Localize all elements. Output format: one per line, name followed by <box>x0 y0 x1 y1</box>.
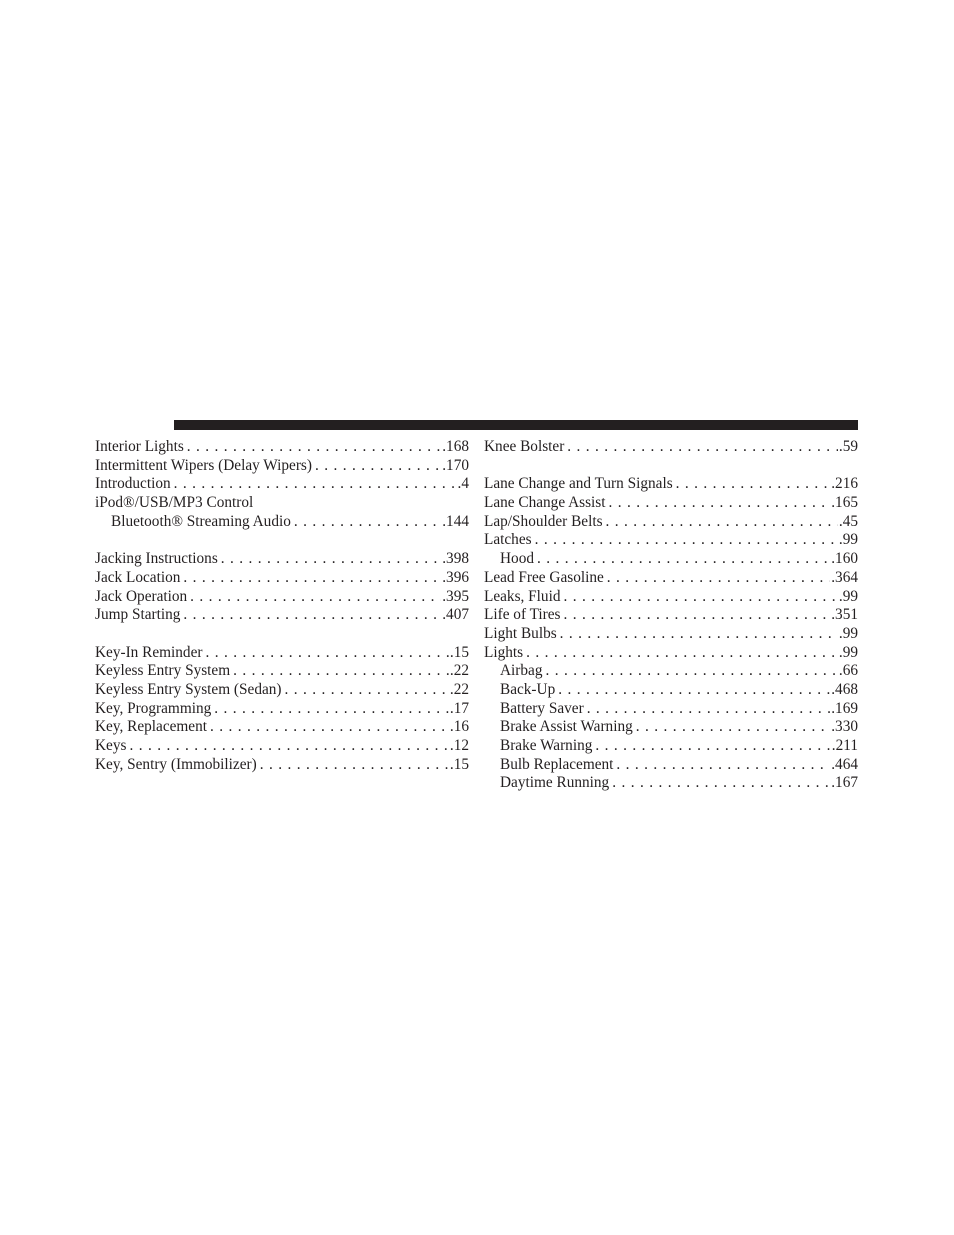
dot-leader <box>535 531 838 550</box>
index-entry <box>484 438 858 457</box>
index-page-number: .395 <box>442 587 469 605</box>
index-page-number: .351 <box>831 606 858 624</box>
dot-leader <box>187 438 441 457</box>
index-term: Keyless Entry System <box>95 662 231 680</box>
index-subentry <box>484 774 858 793</box>
dot-leader <box>285 681 449 700</box>
index-entry <box>95 550 469 569</box>
index-page-number: .396 <box>442 568 469 586</box>
index-page-number: .17 <box>449 699 469 717</box>
index-page-number: .12 <box>449 737 469 754</box>
index-term: Introduction <box>95 475 171 493</box>
index-page-number: .22 <box>449 680 469 698</box>
dot-leader <box>526 644 838 663</box>
index-subentry <box>484 718 858 737</box>
index-subentry <box>95 513 469 532</box>
dot-leader <box>205 644 448 663</box>
index-page-number: .168 <box>442 438 469 455</box>
index-page-number: .59 <box>838 438 858 455</box>
index-entry <box>95 438 469 457</box>
index-term: Key, Programming <box>95 699 212 717</box>
dot-leader <box>260 756 449 775</box>
dot-leader <box>636 718 830 737</box>
index-term: Life of Tires <box>484 606 561 624</box>
index-page-number: .330 <box>831 718 858 736</box>
index-entry <box>95 700 469 719</box>
index-page-number: .22 <box>449 662 469 680</box>
index-page-number: .45 <box>838 512 858 530</box>
index-page-number: .407 <box>442 606 469 624</box>
index-entry <box>484 606 858 625</box>
index-term: Keyless Entry System (Sedan) <box>95 680 282 698</box>
index-term: Bluetooth® Streaming Audio <box>111 512 291 530</box>
index-term: Daytime Running <box>500 774 610 792</box>
index-entry <box>95 756 469 775</box>
index-entry <box>95 457 469 476</box>
index-term: Back-Up <box>500 680 556 698</box>
index-entry <box>95 737 469 756</box>
index-subentry <box>484 681 858 700</box>
index-term: Jack Location <box>95 568 181 586</box>
index-page-number: .468 <box>831 680 858 698</box>
index-term: Lap/Shoulder Belts <box>484 512 603 530</box>
index-column-right <box>484 438 858 793</box>
index-entry <box>95 494 469 513</box>
index-page-number: .16 <box>449 718 469 736</box>
index-term: Battery Saver <box>500 699 584 717</box>
index-entry <box>95 662 469 681</box>
index-column-left <box>95 438 469 774</box>
dot-leader <box>294 513 441 532</box>
dot-leader <box>183 606 441 625</box>
dot-leader <box>616 756 830 775</box>
index-subentry <box>484 700 858 719</box>
index-entry <box>484 531 858 550</box>
index-page-number: .66 <box>838 662 858 680</box>
index-entry <box>95 644 469 663</box>
index-subentry <box>484 756 858 775</box>
dot-leader <box>183 569 441 588</box>
index-term: Lane Change Assist <box>484 494 606 512</box>
index-page-number: .170 <box>442 456 469 474</box>
dot-leader <box>233 662 449 681</box>
dot-leader <box>676 475 831 494</box>
index-page-number: .364 <box>831 568 858 586</box>
dot-leader <box>612 774 830 793</box>
index-term: Knee Bolster <box>484 438 565 455</box>
index-term: Leaks, Fluid <box>484 587 561 605</box>
index-page-number: .160 <box>831 550 858 568</box>
index-term: Key, Sentry (Immobilizer) <box>95 755 257 773</box>
index-page-number: .167 <box>831 774 858 792</box>
index-subentry <box>484 737 858 756</box>
index-term: Hood <box>500 550 534 568</box>
index-term: Interior Lights <box>95 438 184 455</box>
dot-leader <box>210 718 449 737</box>
dot-leader <box>545 662 837 681</box>
dot-leader <box>607 569 830 588</box>
index-page-number: .216 <box>831 475 858 493</box>
dot-leader <box>606 513 838 532</box>
dot-leader <box>609 494 831 513</box>
index-term: Keys <box>95 737 127 754</box>
dot-leader <box>174 475 457 494</box>
index-page-number: .144 <box>442 512 469 530</box>
index-entry <box>95 588 469 607</box>
index-page-number: .211 <box>831 737 858 754</box>
index-term: Latches <box>484 531 532 549</box>
index-entry <box>484 625 858 644</box>
index-page-number: .169 <box>831 699 858 717</box>
index-page-number: .15 <box>449 643 469 661</box>
index-page-number: .99 <box>838 587 858 605</box>
index-spacer <box>95 625 469 644</box>
dot-leader <box>214 700 449 719</box>
index-page-number: .4 <box>457 475 469 493</box>
index-entry <box>95 606 469 625</box>
index-entry <box>484 588 858 607</box>
index-page-number: .99 <box>838 624 858 642</box>
index-subentry <box>484 662 858 681</box>
index-term: Jack Operation <box>95 587 188 605</box>
index-entry <box>95 475 469 494</box>
index-page-number: .99 <box>838 643 858 661</box>
index-term: Bulb Replacement <box>500 755 614 773</box>
index-entry <box>484 494 858 513</box>
index-spacer <box>484 457 858 476</box>
dot-leader <box>563 606 830 625</box>
dot-leader <box>587 700 831 719</box>
index-term: Key, Replacement <box>95 718 207 736</box>
index-entry <box>484 513 858 532</box>
index-page-number: .398 <box>442 550 469 568</box>
index-term: Lead Free Gasoline <box>484 568 604 586</box>
index-page-number: .99 <box>838 531 858 549</box>
index-entry <box>95 569 469 588</box>
dot-leader <box>190 588 441 607</box>
index-entry <box>484 569 858 588</box>
dot-leader <box>563 588 837 607</box>
index-term: Airbag <box>500 662 543 680</box>
index-term: Brake Assist Warning <box>500 718 633 736</box>
index-term: Intermittent Wipers (Delay Wipers) <box>95 456 312 474</box>
index-term: Lights <box>484 643 524 661</box>
index-entry <box>95 681 469 700</box>
index-term: Jacking Instructions <box>95 550 218 568</box>
dot-leader <box>560 625 838 644</box>
index-entry <box>95 718 469 737</box>
index-spacer <box>95 531 469 550</box>
index-page-number: .464 <box>831 755 858 773</box>
index-term: Lane Change and Turn Signals <box>484 475 673 493</box>
index-term: Jump Starting <box>95 606 181 624</box>
index-term: Light Bulbs <box>484 624 557 642</box>
dot-leader <box>129 737 448 756</box>
index-page-number: .15 <box>449 755 469 773</box>
dot-leader <box>595 737 830 756</box>
index-term: iPod®/USB/MP3 Control <box>95 494 254 512</box>
index-term: Key-In Reminder <box>95 643 203 661</box>
header-rule-bar <box>174 420 858 430</box>
dot-leader <box>315 457 441 476</box>
index-entry <box>484 644 858 663</box>
index-page-number: .165 <box>831 494 858 512</box>
dot-leader <box>567 438 838 457</box>
index-subentry <box>484 550 858 569</box>
index-term: Brake Warning <box>500 737 593 754</box>
dot-leader <box>558 681 830 700</box>
index-entry <box>484 475 858 494</box>
dot-leader <box>221 550 441 569</box>
dot-leader <box>537 550 830 569</box>
